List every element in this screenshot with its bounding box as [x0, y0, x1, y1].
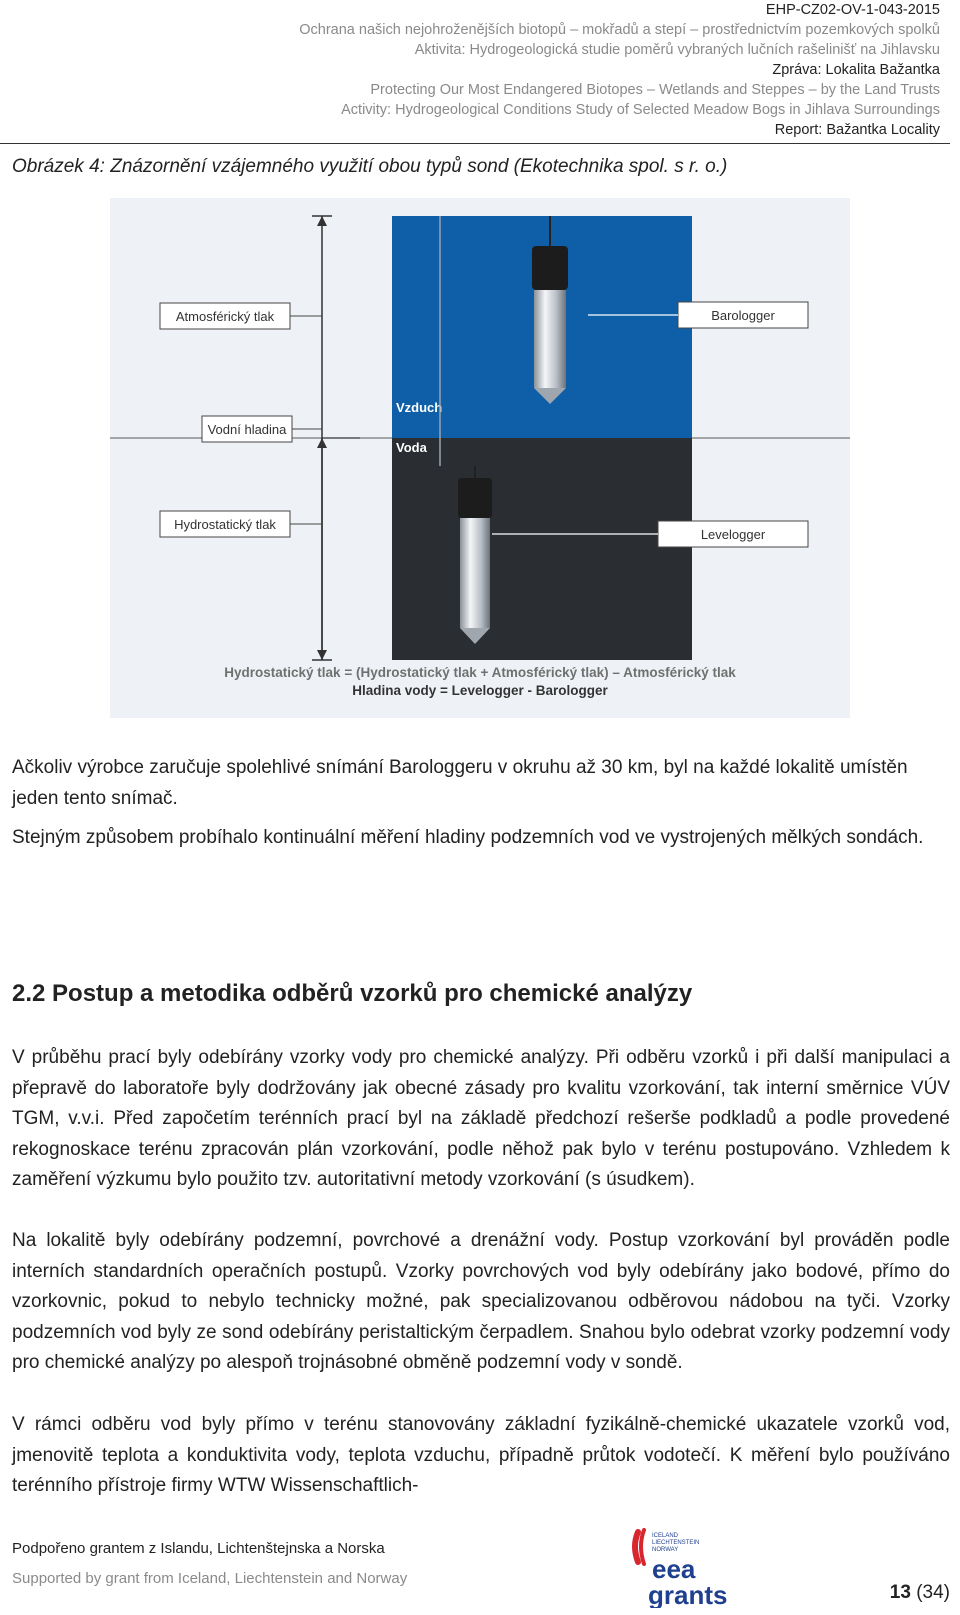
- paragraph-sampling: V průběhu prací byly odebírány vzorky vody pro chemické analýzy. Při odběru vzorků i při další manipulaci a přepravě do laboratoře byly dodržovány jak obecné zásady pro kvalitu vzorkování, tak interní směrnice VÚV TGM, v.v.i. Před započetím terénních prací byl na základě předchozí rešerše podkladů a podle provedené rekognoskace terénu zpracován plán vzorkování, podle něhož pak bylo v terénu postupováno. Vzhledem k zaměření výzkumu bylo použito tzv. autoritativní metody vzorkování (s úsudkem).: [12, 1047, 950, 1190]
- svg-text:LIECHTENSTEIN: LIECHTENSTEIN: [652, 1540, 700, 1546]
- header-project-code: EHP-CZ02-OV-1-043-2015: [765, 2, 940, 18]
- figure-caption: Obrázek 4: Znázornění vzájemného využití obou typů sond (Ekotechnika spol. s r. o.): [12, 156, 728, 177]
- paragraph-continuous-measurement: Stejným způsobem probíhalo kontinuální měření hladiny podzemních vod ve vystrojených mělkých sondách.: [12, 827, 924, 848]
- figure-sensor-diagram: [110, 198, 850, 718]
- footer-supported-cz: Podpořeno grantem z Islandu, Lichtenštejnska a Norska: [12, 1540, 385, 1557]
- water-level-label: Vodní hladina: [207, 422, 287, 437]
- svg-text:ICELAND: ICELAND: [652, 1533, 679, 1539]
- svg-text:NORWAY: NORWAY: [652, 1547, 679, 1553]
- page-current: 13: [889, 1582, 911, 1603]
- formula-hydrostatic: Hydrostatický tlak = (Hydrostatický tlak + Atmosférický tlak) – Atmosférický tlak: [224, 665, 736, 680]
- svg-text:eea: eea: [652, 1554, 696, 1584]
- water-label: Voda: [396, 440, 427, 455]
- paragraph-sampled-waters: Na lokalitě byly odebírány podzemní, povrchové a drenážní vody. Postup vzorkování byl prováděn podle interních standardních operačních postupů. Vzorky povrchových vod byly odebírány jako bodové, přímo do vzorkovnic, pokud to nebylo technicky možné, pak specializovanou odběrovou nádobou na tyči. Vzorky podzemních vod byly ze sond odebírány peristaltickým čerpadlem. Snahou bylo odebrat vzorky podzemní vody pro chemické analýzy po alespoň trojnásobné obměně podzemní vody v sondě.: [12, 1230, 950, 1373]
- footer-supported-en: Supported by grant from Iceland, Liechtenstein and Norway: [12, 1570, 408, 1587]
- paragraph-field-measurement: V rámci odběru vod byly přímo v terénu stanovovány základní fyzikálně-chemické ukazatele vzorků vod, jmenovitě teplota a konduktivita vody, teplota vzduchu, případně průtok vodotečí. K měření bylo používáno terénního přístroje firmy WTW Wissenschaftlich-: [12, 1414, 950, 1496]
- barologger-label: Barologger: [711, 308, 775, 323]
- page-number: [890, 1582, 950, 1604]
- page-header: [0, 0, 950, 144]
- hydro-label: Hydrostatický tlak: [174, 517, 276, 532]
- header-project-en: Protecting Our Most Endangered Biotopes – Wetlands and Steppes – by the Land Trusts: [370, 82, 940, 98]
- section-heading: 2.2 Postup a metodika odběrů vzorků pro chemické analýzy: [12, 980, 693, 1007]
- air-label: Vzduch: [396, 400, 443, 415]
- levelogger-probe: [458, 466, 492, 644]
- water-region: [392, 438, 692, 660]
- header-project-cz: Ochrana našich nejohroženějších biotopů – mokřadů a stepí – prostřednictvím pozemkových spolků: [299, 22, 940, 38]
- formula-water-level: Hladina vody = Levelogger - Barologger: [352, 683, 608, 698]
- header-report-en: Report: Bažantka Locality: [774, 122, 940, 138]
- svg-text:grants: grants: [648, 1580, 728, 1608]
- header-report-cz: Zpráva: Lokalita Bažantka: [772, 62, 940, 78]
- header-activity-cz: Aktivita: Hydrogeologická studie poměrů vybraných lučních rašelinišť na Jihlavsku: [414, 42, 940, 58]
- levelogger-label: Levelogger: [700, 527, 766, 542]
- page-total: (34): [916, 1582, 950, 1603]
- paragraph-barologger: Ačkoliv výrobce zaručuje spolehlivé snímání Barologgeru v okruhu až 30 km, byl na každé lokalitě umístěn jeden tento snímač.: [12, 757, 908, 809]
- atm-label: Atmosférický tlak: [175, 309, 275, 324]
- header-activity-en: Activity: Hydrogeological Conditions Study of Selected Meadow Bogs in Jihlava Surroundings: [341, 102, 940, 118]
- eea-grants-logo: [630, 1528, 745, 1608]
